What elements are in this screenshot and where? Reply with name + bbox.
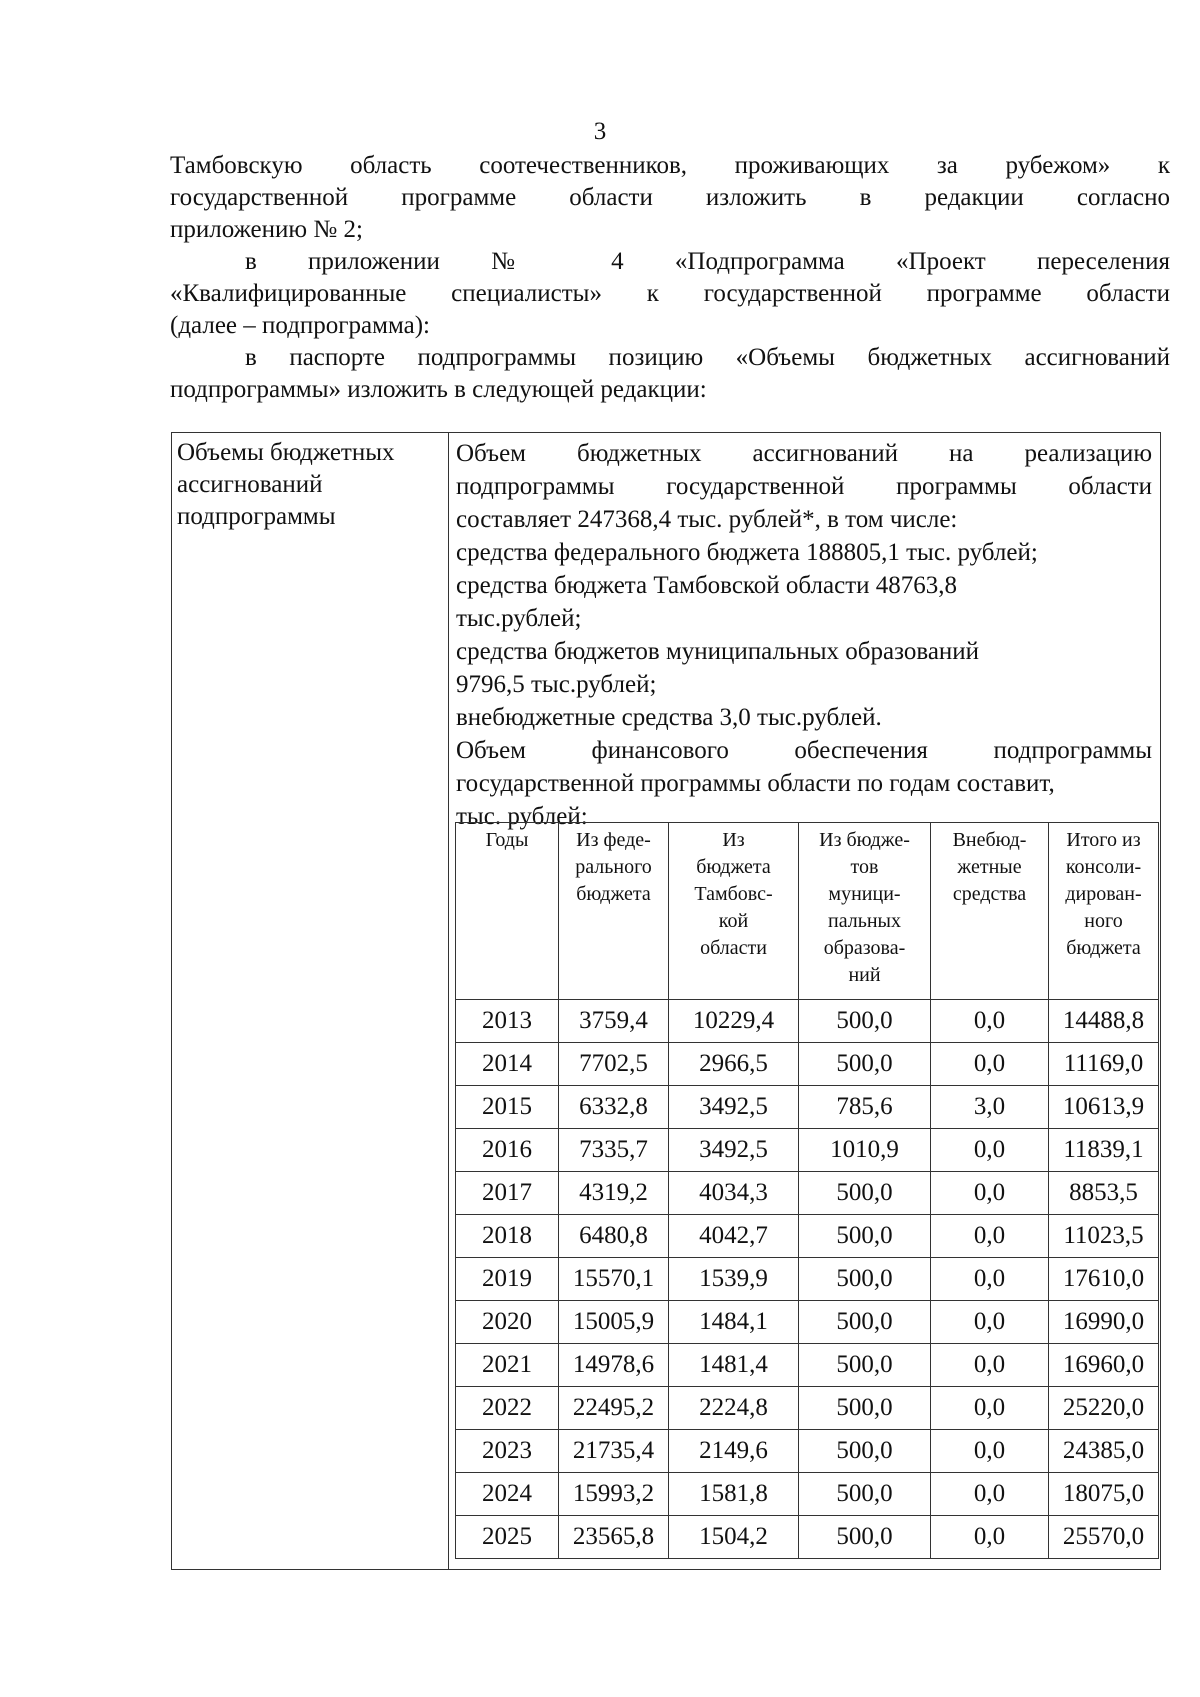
municipal-cell: 500,0: [799, 1344, 931, 1387]
municipal-cell: 500,0: [799, 1430, 931, 1473]
column-divider: [448, 433, 449, 1569]
total-cell: 10613,9: [1049, 1086, 1159, 1129]
federal-cell: 22495,2: [559, 1387, 669, 1430]
municipal-cell: 785,6: [799, 1086, 931, 1129]
passport-text-line: тыс. рублей:: [456, 803, 588, 830]
regional-cell: 10229,4: [669, 1000, 799, 1043]
extrabudgetary-cell: 0,0: [931, 1516, 1049, 1559]
extrabudgetary-cell: 0,0: [931, 1215, 1049, 1258]
passport-value-cell: [456, 437, 1152, 833]
total-cell: 18075,0: [1049, 1473, 1159, 1516]
intro-line: (далее – подпрограмма):: [170, 312, 430, 339]
passport-text-line: подпрограммы государственной программы области: [456, 473, 1152, 500]
passport-text-line: тыс.рублей;: [456, 605, 582, 632]
municipal-cell: 500,0: [799, 1387, 931, 1430]
federal-cell: 6480,8: [559, 1215, 669, 1258]
year-cell: 2015: [456, 1086, 559, 1129]
year-cell: 2021: [456, 1344, 559, 1387]
table-row: [456, 1043, 1159, 1086]
table-row: [456, 1215, 1159, 1258]
regional-cell: 3492,5: [669, 1129, 799, 1172]
total-cell: 25570,0: [1049, 1516, 1159, 1559]
header-regional-budget: Из бюджета Тамбовс- кой области: [669, 823, 799, 1000]
federal-cell: 15570,1: [559, 1258, 669, 1301]
extrabudgetary-cell: 0,0: [931, 1473, 1049, 1516]
total-cell: 11169,0: [1049, 1043, 1159, 1086]
total-cell: 16960,0: [1049, 1344, 1159, 1387]
regional-cell: 4034,3: [669, 1172, 799, 1215]
regional-cell: 1581,8: [669, 1473, 799, 1516]
table-row: [456, 1516, 1159, 1559]
extrabudgetary-cell: 0,0: [931, 1387, 1049, 1430]
federal-cell: 4319,2: [559, 1172, 669, 1215]
table-row: [456, 1344, 1159, 1387]
year-cell: 2020: [456, 1301, 559, 1344]
extrabudgetary-cell: 0,0: [931, 1344, 1049, 1387]
extrabudgetary-cell: 0,0: [931, 1301, 1049, 1344]
table-header-row: [456, 823, 1159, 1000]
federal-cell: 15005,9: [559, 1301, 669, 1344]
extrabudgetary-cell: 0,0: [931, 1129, 1049, 1172]
extrabudgetary-cell: 3,0: [931, 1086, 1049, 1129]
header-extrabudgetary: Внебюд- жетные средства: [931, 823, 1049, 1000]
intro-paragraph-1: [170, 150, 1170, 246]
federal-cell: 3759,4: [559, 1000, 669, 1043]
regional-cell: 1484,1: [669, 1301, 799, 1344]
header-years: Годы: [456, 823, 559, 1000]
table-row: [456, 1172, 1159, 1215]
year-cell: 2017: [456, 1172, 559, 1215]
federal-cell: 7335,7: [559, 1129, 669, 1172]
extrabudgetary-cell: 0,0: [931, 1043, 1049, 1086]
municipal-cell: 500,0: [799, 1301, 931, 1344]
extrabudgetary-cell: 0,0: [931, 1430, 1049, 1473]
regional-cell: 2224,8: [669, 1387, 799, 1430]
page-number: 3: [593, 118, 607, 145]
table-row: [456, 1086, 1159, 1129]
federal-cell: 21735,4: [559, 1430, 669, 1473]
extrabudgetary-cell: 0,0: [931, 1172, 1049, 1215]
total-cell: 11839,1: [1049, 1129, 1159, 1172]
municipal-cell: 500,0: [799, 1516, 931, 1559]
table-row: [456, 1129, 1159, 1172]
year-cell: 2014: [456, 1043, 559, 1086]
regional-cell: 3492,5: [669, 1086, 799, 1129]
intro-line: в приложении № 4 «Подпрограмма «Проект переселения: [245, 248, 1170, 275]
passport-text-line: средства федерального бюджета 188805,1 тыс. рублей;: [456, 539, 1038, 566]
municipal-cell: 500,0: [799, 1043, 931, 1086]
table-row: [456, 1000, 1159, 1043]
regional-cell: 4042,7: [669, 1215, 799, 1258]
regional-cell: 2149,6: [669, 1430, 799, 1473]
header-federal-budget: Из феде- рального бюджета: [559, 823, 669, 1000]
federal-cell: 15993,2: [559, 1473, 669, 1516]
table-body: [456, 1000, 1159, 1559]
passport-text-line: внебюджетные средства 3,0 тыс.рублей.: [456, 704, 882, 731]
year-cell: 2024: [456, 1473, 559, 1516]
passport-text-line: средства бюджета Тамбовской области 48763,8: [456, 572, 958, 599]
federal-cell: 7702,5: [559, 1043, 669, 1086]
municipal-cell: 500,0: [799, 1000, 931, 1043]
regional-cell: 1481,4: [669, 1344, 799, 1387]
total-cell: 11023,5: [1049, 1215, 1159, 1258]
passport-text-line: Объем финансового обеспечения подпрограммы: [456, 737, 1152, 764]
intro-line: подпрограммы» изложить в следующей редакции:: [170, 376, 707, 403]
passport-text-line: средства бюджетов муниципальных образований: [456, 638, 980, 665]
table-row: [456, 1301, 1159, 1344]
table-row: [456, 1387, 1159, 1430]
regional-cell: 1539,9: [669, 1258, 799, 1301]
header-municipal-budget: Из бюдже- тов муници- пальных образова- ний: [799, 823, 931, 1000]
year-cell: 2023: [456, 1430, 559, 1473]
federal-cell: 23565,8: [559, 1516, 669, 1559]
year-cell: 2019: [456, 1258, 559, 1301]
year-cell: 2018: [456, 1215, 559, 1258]
total-cell: 25220,0: [1049, 1387, 1159, 1430]
intro-paragraph-3: [170, 342, 1170, 406]
municipal-cell: 500,0: [799, 1215, 931, 1258]
header-consolidated-total: Итого из консоли- дирован- ного бюджета: [1049, 823, 1159, 1000]
passport-text-line: 9796,5 тыс.рублей;: [456, 671, 657, 698]
federal-cell: 14978,6: [559, 1344, 669, 1387]
passport-label-line: подпрограммы: [177, 503, 336, 530]
regional-cell: 2966,5: [669, 1043, 799, 1086]
passport-text-line: Объем бюджетных ассигнований на реализацию: [456, 440, 1152, 467]
year-cell: 2013: [456, 1000, 559, 1043]
passport-text-line: государственной программы области по годам составит,: [456, 770, 1055, 797]
intro-line: Тамбовскую область соотечественников, проживающих за рубежом» к: [170, 152, 1170, 179]
regional-cell: 1504,2: [669, 1516, 799, 1559]
year-cell: 2025: [456, 1516, 559, 1559]
passport-text-line: составляет 247368,4 тыс. рублей*, в том числе:: [456, 506, 958, 533]
intro-line: приложению № 2;: [170, 216, 363, 243]
year-cell: 2016: [456, 1129, 559, 1172]
total-cell: 24385,0: [1049, 1430, 1159, 1473]
total-cell: 17610,0: [1049, 1258, 1159, 1301]
passport-label-line: Объемы бюджетных: [177, 439, 395, 466]
financing-by-year-table: [455, 822, 1159, 1559]
table-row: [456, 1258, 1159, 1301]
table-row: [456, 1430, 1159, 1473]
intro-line: «Квалифицированные специалисты» к государственной программе области: [170, 280, 1170, 307]
intro-paragraph-2: [170, 246, 1170, 342]
intro-line: в паспорте подпрограммы позицию «Объемы бюджетных ассигнований: [245, 344, 1170, 371]
total-cell: 8853,5: [1049, 1172, 1159, 1215]
extrabudgetary-cell: 0,0: [931, 1258, 1049, 1301]
municipal-cell: 500,0: [799, 1258, 931, 1301]
total-cell: 14488,8: [1049, 1000, 1159, 1043]
extrabudgetary-cell: 0,0: [931, 1000, 1049, 1043]
federal-cell: 6332,8: [559, 1086, 669, 1129]
year-cell: 2022: [456, 1387, 559, 1430]
intro-line: государственной программе области изложить в редакции согласно: [170, 184, 1170, 211]
municipal-cell: 500,0: [799, 1473, 931, 1516]
passport-label-cell: [177, 437, 443, 533]
municipal-cell: 500,0: [799, 1172, 931, 1215]
table-row: [456, 1473, 1159, 1516]
passport-label-line: ассигнований: [177, 471, 323, 498]
total-cell: 16990,0: [1049, 1301, 1159, 1344]
municipal-cell: 1010,9: [799, 1129, 931, 1172]
